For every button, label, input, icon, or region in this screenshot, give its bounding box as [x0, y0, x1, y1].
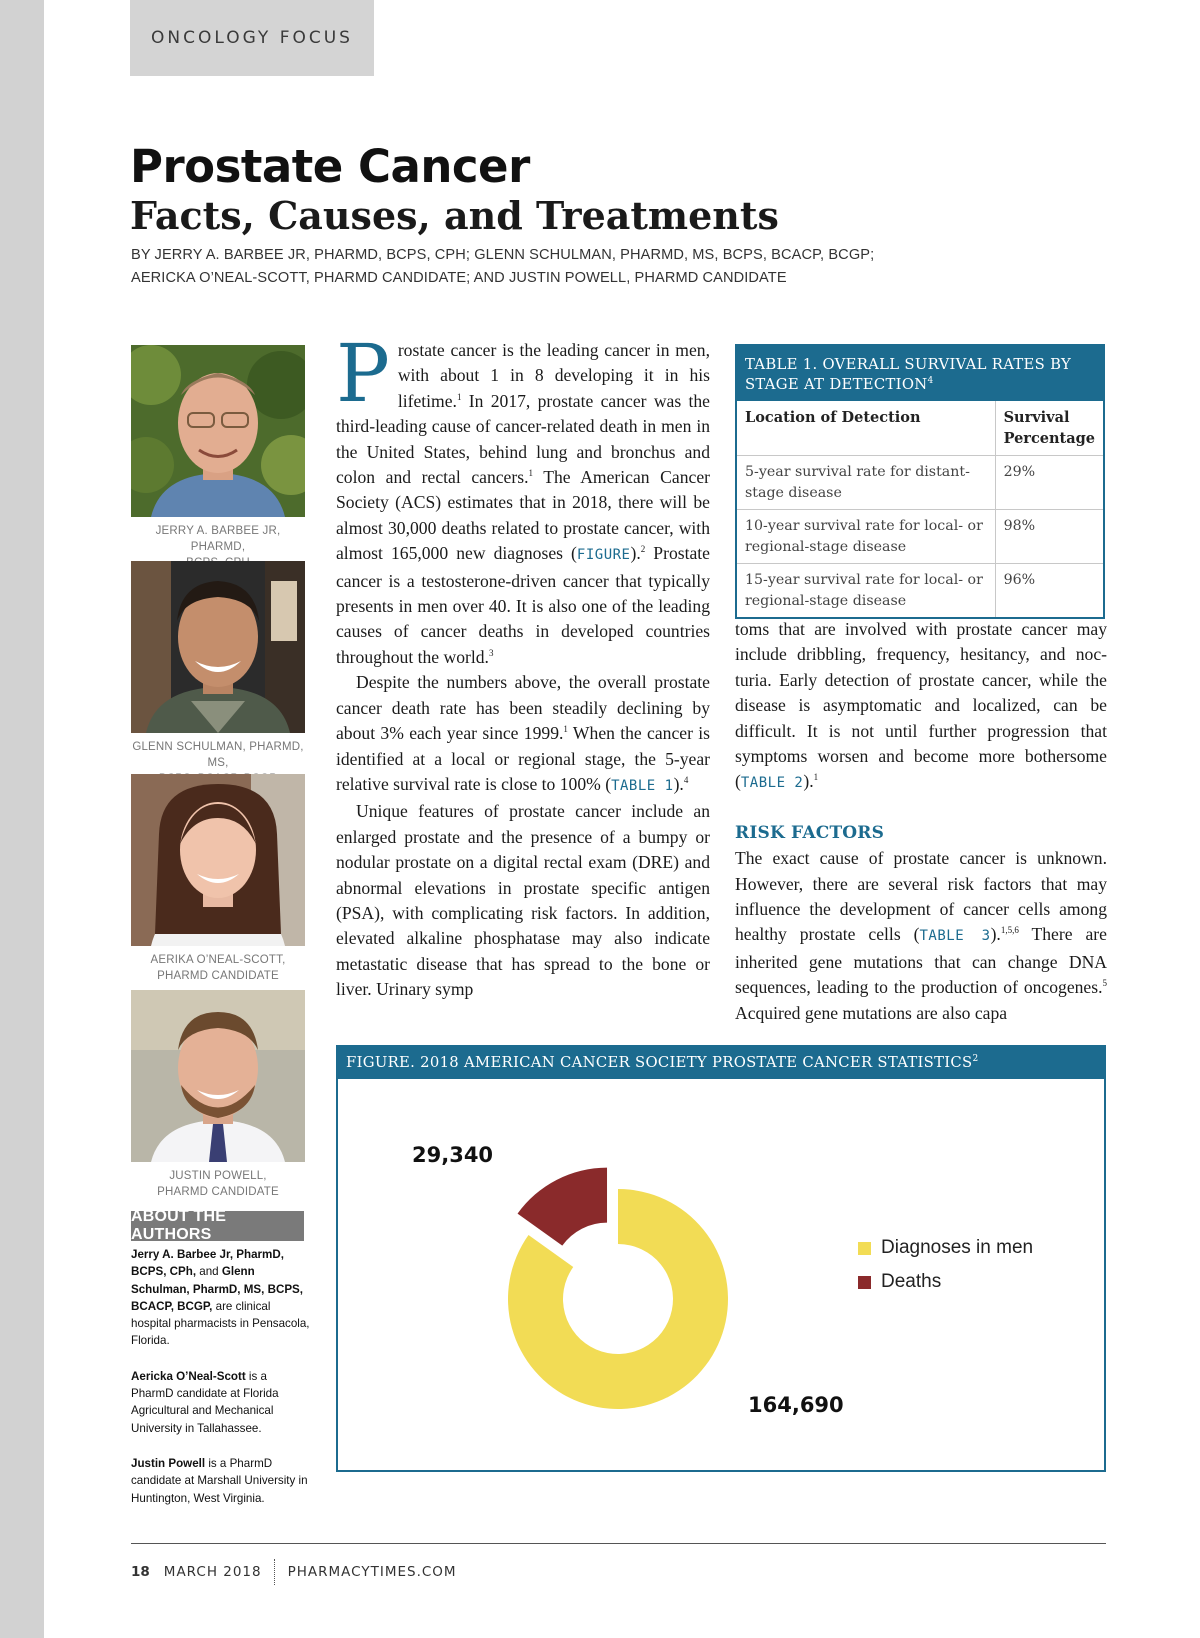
article-paragraph [336, 327, 710, 670]
article-paragraph [735, 846, 1107, 1026]
page-footer [131, 1559, 457, 1585]
figure-title [338, 1047, 1104, 1079]
article-column-2 [735, 617, 1107, 1026]
section-tag: ONCOLOGY FOCUS [130, 0, 374, 76]
table-cell: 98% [995, 510, 1103, 564]
column-header: Survival Percentage [995, 401, 1103, 456]
citation: 1 [563, 724, 568, 735]
citation: 3 [488, 648, 494, 659]
text: ). [673, 773, 684, 794]
site-name: PHARMACYTIMES.COM [287, 1564, 457, 1580]
citation: 1 [456, 391, 462, 402]
caption-line: GLENN SCHULMAN, PHARMD, MS, [132, 741, 304, 769]
text: ). [803, 771, 814, 792]
text: Unique features of prostate cancer include an enlarged prostate and the presence of a bumpy or nodular prostate on a digital rectal exam (DRE) and abnormal elevations in prostate specific antigen (PSA), with complicating risk factors. In addition, elevated alkaline phosphatase may also indicate metastatic disease that has spread to the bone or liver. Urinary symp [336, 801, 710, 1000]
footer-rule [131, 1543, 1106, 1544]
caption-line: JUSTIN POWELL, [169, 1170, 267, 1182]
about-paragraph [131, 1368, 311, 1437]
about-paragraph [131, 1246, 311, 1350]
data-label-diagnoses: 164,690 [748, 1393, 844, 1417]
table-row [737, 564, 1103, 618]
data-label-deaths: 29,340 [412, 1143, 494, 1167]
statistics-figure [336, 1045, 1106, 1472]
table-title [737, 346, 1103, 401]
article-subtitle: Facts, Causes, and Treatments [130, 193, 779, 238]
chart-legend [858, 1231, 1033, 1299]
section-heading: RISK FACTORS [735, 822, 885, 843]
text: The exact cause of prostate cancer is unknown. However, there are several risk factors that may influence the development of cancer cells among healthy prostate cells ( [735, 848, 1107, 945]
text: is a PharmD candidate at Marshall University in Huntington, West Virginia. [131, 1456, 308, 1505]
article-title: Prostate Cancer [130, 140, 530, 193]
caption-line: JERRY A. BARBEE JR, PHARMD, [155, 525, 281, 553]
author-name: Glenn Schulman, PharmD, MS, BCPS, BCACP, BCGP, [131, 1265, 304, 1313]
author-name: Jerry A. Barbee Jr, PharmD, BCPS, CPh, [131, 1248, 284, 1279]
text: ). [630, 543, 641, 564]
legend-item [858, 1265, 1033, 1299]
text: Acquired gene mutations are also capa [735, 1002, 1008, 1023]
author-card [131, 561, 305, 787]
slice-deaths [518, 1168, 607, 1246]
table-header-row [737, 401, 1103, 456]
table-row [737, 510, 1103, 564]
page-number: 18 [131, 1564, 150, 1580]
survival-table [735, 344, 1105, 619]
byline-line: AERICKA O’NEAL-SCOTT, PHARMD CANDIDATE; AND JUSTIN POWELL, PHARMD CANDIDATE [131, 270, 787, 286]
text: are clinical hospital pharmacists in Pensacola, Florida. [131, 1299, 310, 1348]
text: rostate cancer is the leading cancer in men, with about 1 in 8 developing it in his lifetime. [397, 340, 710, 411]
article-paragraph [735, 617, 1107, 797]
article-column-1 [336, 327, 711, 1003]
caption-line: AERIKA O’NEAL-SCOTT, [150, 954, 286, 966]
article-paragraph [336, 670, 710, 799]
caption-line: PHARMD CANDIDATE [157, 1186, 279, 1198]
legend-swatch [858, 1242, 871, 1255]
author-photo [131, 561, 305, 733]
figure-reference-link[interactable]: FIGURE [576, 547, 631, 564]
about-authors-body [131, 1246, 311, 1525]
author-card [131, 345, 305, 571]
text: FIGURE. 2018 AMERICAN CANCER SOCIETY PROSTATE CANCER STATISTICS [346, 1054, 973, 1071]
text: TABLE 1. OVERALL SURVIVAL RATES BY STAGE AT DETECTION [745, 356, 1072, 393]
spacer [735, 797, 1107, 821]
text: Prostate cancer is a testosterone-driven cancer that typically presents in men over 40. It is also one of the leading causes of cancer deaths in developed countries throughout the world. [336, 543, 710, 667]
author-photo [131, 345, 305, 517]
author-card [131, 990, 305, 1200]
table-cell: 29% [995, 456, 1103, 510]
citation: 1 [528, 468, 533, 479]
survival-table-grid [737, 401, 1103, 617]
text: When the cancer is identified at a local or regional stage, the 5-year relative survival rate is close to 100% ( [336, 723, 711, 794]
text: Despite the numbers above, the overall prostate cancer death rate has been steadily declining by about 3% each year since 1999. [336, 672, 710, 744]
issue-date: MARCH 2018 [163, 1564, 262, 1580]
citation: 1 [813, 772, 819, 783]
citation: 1,5,6 [1000, 925, 1019, 936]
text: ). [990, 924, 1001, 945]
legend-label: Deaths [881, 1271, 942, 1292]
author-caption [131, 1168, 305, 1200]
table-cell: 10-year survival rate for local- or regional-stage disease [737, 510, 995, 564]
citation: 2 [640, 544, 646, 555]
text: toms that are involved with prostate cancer may include dribbling, frequency, hesitancy, and nocturia. Early detection of prostate cancer, while the disease is asymptomatic and localized, can be difficult. It is not until further progression that symptoms worsen and become more bothersome ( [735, 619, 1107, 792]
author-name: Aericka O’Neal-Scott [131, 1369, 246, 1383]
byline [131, 244, 1031, 290]
byline-line: BY JERRY A. BARBEE JR, PHARMD, BCPS, CPH; GLENN SCHULMAN, PHARMD, MS, BCPS, BCACP, BCGP; [131, 247, 875, 263]
page-edge-strip [0, 0, 44, 1638]
author-photo [131, 774, 305, 946]
citation: 4 [683, 775, 689, 786]
column-header: Location of Detection [745, 409, 921, 426]
text: The American Cancer Society (ACS) estimates that in 2018, there will be almost 30,000 deaths related to prostate cancer, with almost 165,000 new diagnoses ( [336, 467, 710, 564]
legend-label: Diagnoses in men [881, 1237, 1034, 1258]
text: is a PharmD candidate at Florida Agricultural and Mechanical University in Tallahassee. [131, 1369, 279, 1435]
author-caption [131, 952, 305, 984]
table-cell: 96% [995, 564, 1103, 618]
footer-divider [274, 1559, 276, 1585]
citation: 5 [1102, 978, 1107, 989]
table-cell: 15-year survival rate for local- or regional-stage disease [737, 564, 995, 618]
about-paragraph [131, 1455, 311, 1507]
legend-swatch [858, 1276, 871, 1289]
text: There are inherited gene mutations that can change DNA sequences, leading to the production of oncogenes. [735, 924, 1107, 998]
drop-cap: P [336, 327, 390, 420]
text: In 2017, prostate cancer was the third-leading cause of cancer-related death in men in the United States, behind lung and bronchus and colon and rectal cancers. [336, 390, 710, 488]
citation: 2 [972, 1054, 979, 1065]
table-reference-link[interactable]: TABLE 1 [611, 777, 674, 794]
author-name: Justin Powell [131, 1456, 206, 1470]
citation: 4 [927, 376, 934, 387]
legend-item [858, 1231, 1033, 1265]
table-cell: 5-year survival rate for distant-stage disease [737, 456, 995, 510]
article-paragraph [336, 799, 710, 1002]
table-row [737, 456, 1103, 510]
table-reference-link[interactable]: TABLE 3 [919, 928, 991, 945]
caption-line: PHARMD CANDIDATE [157, 970, 279, 982]
text: and [196, 1265, 222, 1279]
author-photo [131, 990, 305, 1162]
author-card [131, 774, 305, 984]
about-authors-header: ABOUT THE AUTHORS [131, 1211, 304, 1241]
table-reference-link[interactable]: TABLE 2 [740, 775, 804, 792]
